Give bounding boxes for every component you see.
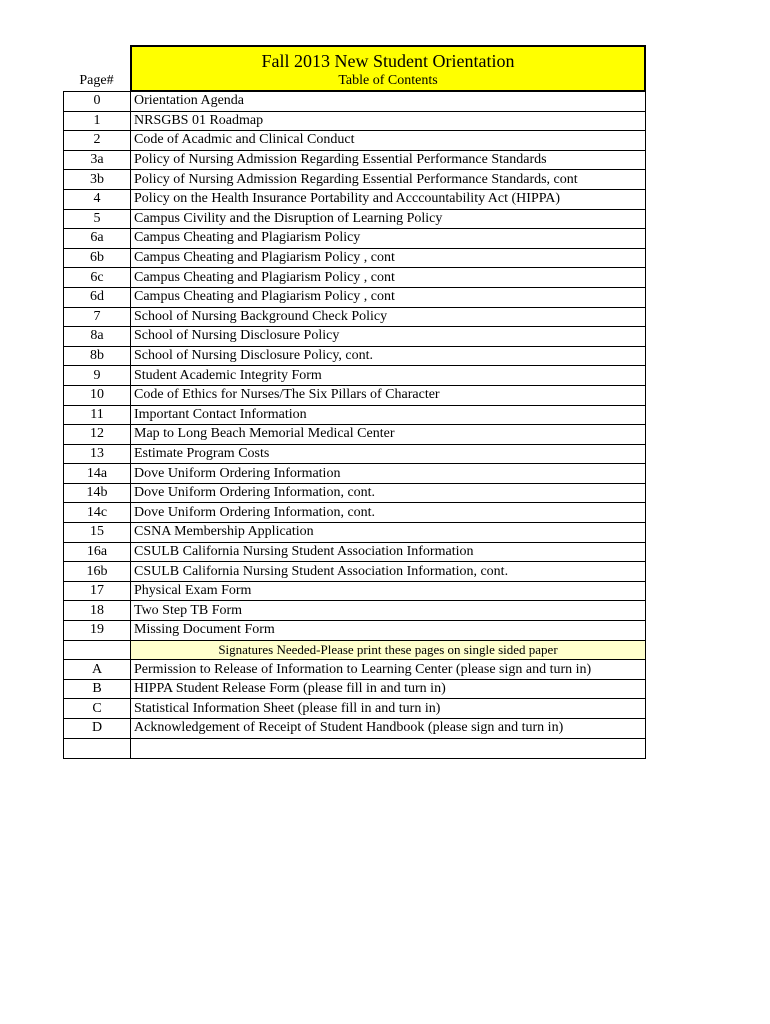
table-row [64,660,646,680]
row-title: School of Nursing Disclosure Policy [131,327,646,347]
table-row [64,248,646,268]
row-page-number: 12 [64,425,131,445]
row-title: Code of Acadmic and Clinical Conduct [131,131,646,151]
row-title: NRSGBS 01 Roadmap [131,111,646,131]
row-title: Policy on the Health Insurance Portability and Acccountability Act (HIPPA) [131,189,646,209]
row-page-number: 17 [64,581,131,601]
empty-table-row [64,738,646,758]
signatures-note-blank-cell [64,640,131,660]
table-row [64,327,646,347]
table-row [64,189,646,209]
row-title: Policy of Nursing Admission Regarding Essential Performance Standards [131,150,646,170]
row-page-number: 4 [64,189,131,209]
row-title: Student Academic Integrity Form [131,366,646,386]
row-page-number: 9 [64,366,131,386]
table-row [64,346,646,366]
table-row [64,483,646,503]
table-row [64,366,646,386]
table-row [64,229,646,249]
row-page-letter: A [64,660,131,680]
row-title: Physical Exam Form [131,581,646,601]
row-title: Campus Cheating and Plagiarism Policy , cont [131,248,646,268]
row-title: Campus Cheating and Plagiarism Policy , cont [131,287,646,307]
row-page-number: 16a [64,542,131,562]
row-page-number: 13 [64,444,131,464]
signatures-note-row [64,640,646,660]
table-row [64,464,646,484]
table-row [64,719,646,739]
row-page-number: 14c [64,503,131,523]
row-title: School of Nursing Background Check Policy [131,307,646,327]
table-row [64,268,646,288]
table-row [64,170,646,190]
table-row [64,679,646,699]
table-row [64,307,646,327]
row-page-number: 1 [64,111,131,131]
table-row [64,581,646,601]
row-title: Dove Uniform Ordering Information, cont. [131,483,646,503]
table-row [64,699,646,719]
row-page-number: 0 [64,92,131,112]
row-title: Permission to Release of Information to Learning Center (please sign and turn in) [131,660,646,680]
row-title: CSNA Membership Application [131,523,646,543]
row-title: CSULB California Nursing Student Association Information, cont. [131,562,646,582]
row-page-number: 14a [64,464,131,484]
row-title: Missing Document Form [131,621,646,641]
row-page-number: 6b [64,248,131,268]
table-row [64,209,646,229]
row-page-number: 8a [64,327,131,347]
table-row [64,425,646,445]
contents-table-body [64,92,646,759]
table-row [64,542,646,562]
row-title: Map to Long Beach Memorial Medical Center [131,425,646,445]
table-row [64,385,646,405]
table-row [64,621,646,641]
table-row [64,601,646,621]
header-row [63,45,646,91]
row-title: CSULB California Nursing Student Association Information [131,542,646,562]
row-title: Dove Uniform Ordering Information, cont. [131,503,646,523]
title-box [130,45,646,92]
row-page-letter: B [64,679,131,699]
row-page-number: 8b [64,346,131,366]
row-page-number: 2 [64,131,131,151]
row-page-number: 6a [64,229,131,249]
row-page-number: 15 [64,523,131,543]
row-title: Statistical Information Sheet (please fill in and turn in) [131,699,646,719]
row-page-number: 6d [64,287,131,307]
row-title: Campus Cheating and Plagiarism Policy [131,229,646,249]
table-row [64,562,646,582]
table-row [64,131,646,151]
row-page-letter: C [64,699,131,719]
row-page-number: 6c [64,268,131,288]
page-column-label: Page# [79,73,114,88]
empty-cell [64,738,131,758]
row-title: Orientation Agenda [131,92,646,112]
row-page-number: 19 [64,621,131,641]
table-row [64,405,646,425]
table-row [64,523,646,543]
table-row [64,287,646,307]
row-page-number: 7 [64,307,131,327]
row-title: Policy of Nursing Admission Regarding Essential Performance Standards, cont [131,170,646,190]
signatures-note: Signatures Needed-Please print these pages on single sided paper [131,640,646,660]
contents-table [63,91,646,759]
row-title: Acknowledgement of Receipt of Student Handbook (please sign and turn in) [131,719,646,739]
row-page-letter: D [64,719,131,739]
row-title: Dove Uniform Ordering Information [131,464,646,484]
row-page-number: 14b [64,483,131,503]
table-row [64,111,646,131]
table-of-contents-sheet [63,45,646,759]
row-title: School of Nursing Disclosure Policy, cont. [131,346,646,366]
row-title: HIPPA Student Release Form (please fill in and turn in) [131,679,646,699]
row-title: Important Contact Information [131,405,646,425]
row-page-number: 11 [64,405,131,425]
row-page-number: 16b [64,562,131,582]
page-subtitle: Table of Contents [338,73,438,88]
row-page-number: 3a [64,150,131,170]
row-title: Campus Cheating and Plagiarism Policy , cont [131,268,646,288]
row-page-number: 3b [64,170,131,190]
row-title: Code of Ethics for Nurses/The Six Pillars of Character [131,385,646,405]
row-page-number: 18 [64,601,131,621]
row-title: Estimate Program Costs [131,444,646,464]
row-page-number: 10 [64,385,131,405]
table-row [64,444,646,464]
table-row [64,503,646,523]
row-title: Two Step TB Form [131,601,646,621]
table-row [64,92,646,112]
row-page-number: 5 [64,209,131,229]
table-row [64,150,646,170]
page-title: Fall 2013 New Student Orientation [261,51,515,71]
empty-cell [131,738,646,758]
row-title: Campus Civility and the Disruption of Learning Policy [131,209,646,229]
